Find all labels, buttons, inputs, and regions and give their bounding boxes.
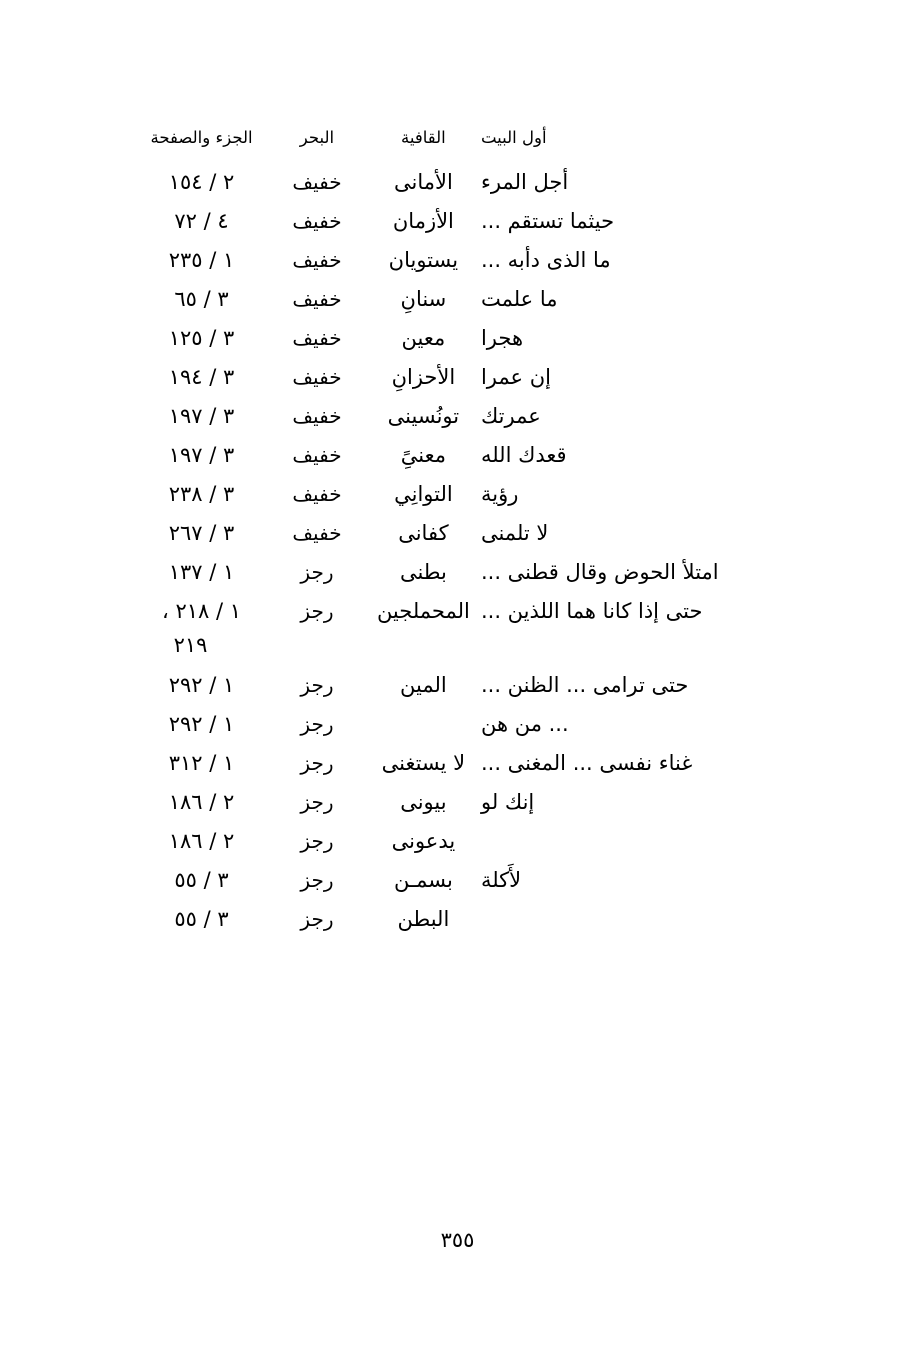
cell-juz-safha: ٤ / ٧٢ [174,209,229,233]
cell-qafiya: الأمانى [393,170,453,194]
poetry-index-table [135,128,765,939]
cell-juz-safha: ٢ / ١٨٦ [168,829,235,853]
column-header-awwal-bayt: أول البيت [480,128,547,147]
column-header-bahr: البحر [299,128,335,147]
cell-juz-safha: ٣ / ١٢٥ [168,326,235,350]
cell-awwal-bayt: ما علمت [480,287,558,311]
cell-bahr: خفيف [292,209,342,233]
table-row [135,358,765,397]
cell-awwal-bayt: حيثما تستقم ... [480,209,615,233]
column-header-qafiya: القافية [401,128,446,147]
cell-bahr: خفيف [292,404,342,428]
cell-awwal-bayt: لأَكلة [480,868,522,892]
table-row [135,436,765,475]
table-row [135,280,765,319]
table-row [135,397,765,436]
table-row [135,475,765,514]
cell-juz-safha-continued: ٢١٩ [173,633,208,657]
cell-awwal-bayt: ما الذى دأبه ... [480,248,611,272]
cell-bahr: رجز [300,829,334,853]
cell-juz-safha: ٣ / ١٩٧ [168,443,235,467]
cell-bahr: رجز [300,712,334,736]
cell-qafiya [366,705,481,744]
cell-juz-safha: ٣ / ٥٥ [174,868,229,892]
table-header [135,128,765,163]
cell-bahr: خفيف [292,170,342,194]
cell-awwal-bayt: قعدك الله [480,443,567,467]
cell-juz-safha: ١ / ٢٩٢ [168,712,235,736]
cell-awwal-bayt: ... من هن [480,712,569,736]
cell-qafiya: التوانِي [394,482,453,506]
table-row-continuation [135,631,765,666]
table-row [135,202,765,241]
column-header-juz-safha: الجزء والصفحة [150,128,253,147]
cell-bahr: رجز [300,751,334,775]
table-header-row [135,128,765,163]
cell-bahr: رجز [300,599,334,623]
cell-awwal-bayt: رؤية [480,482,519,506]
cell-empty [366,631,481,666]
table-row [135,666,765,705]
cell-awwal-bayt [481,900,765,939]
cell-bahr: خفيف [292,248,342,272]
cell-juz-safha: ١ / ٢١٨ ، [162,599,242,623]
cell-qafiya: تونُسينى [387,404,460,428]
cell-qafiya: معين [401,326,446,350]
page-number: ٣٥٥ [440,1228,475,1252]
cell-juz-safha: ٣ / ٦٥ [174,287,229,311]
cell-juz-safha: ٣ / ٢٣٨ [168,482,235,506]
cell-juz-safha: ٢ / ١٨٦ [168,790,235,814]
cell-juz-safha: ١ / ٣١٢ [168,751,235,775]
cell-juz-safha: ٣ / ١٩٧ [168,404,235,428]
cell-qafiya: الأزمان [392,209,454,233]
cell-qafiya: سنانِ [400,287,447,311]
cell-juz-safha: ١ / ٢٣٥ [168,248,235,272]
cell-bahr: رجز [300,673,334,697]
cell-qafiya: المحملجين [376,599,470,623]
cell-bahr: خفيف [292,482,342,506]
cell-awwal-bayt: حتى إذا كانا هما اللذين ... [480,599,703,623]
cell-bahr: رجز [300,560,334,584]
table-row [135,744,765,783]
cell-juz-safha: ٢ / ١٥٤ [168,170,235,194]
table-row [135,163,765,202]
cell-qafiya: البطن [397,907,450,931]
cell-awwal-bayt: هجرا [480,326,524,350]
cell-bahr: خفيف [292,287,342,311]
cell-qafiya: بطنى [399,560,447,584]
cell-qafiya: معنىًِ [400,443,447,467]
cell-awwal-bayt: إن عمرا [480,365,551,389]
cell-bahr: رجز [300,868,334,892]
table-row [135,592,765,631]
cell-qafiya: المين [400,673,447,697]
cell-awwal-bayt: امتلأ الحوض وقال قطنى ... [480,560,719,584]
cell-awwal-bayt: عمرتك [480,404,541,428]
cell-bahr: رجز [300,790,334,814]
cell-qafiya: يستويان [388,248,459,272]
cell-qafiya: بيونى [400,790,447,814]
cell-empty [481,631,765,666]
cell-empty [268,631,366,666]
table-row [135,241,765,280]
cell-qafiya: يدعونى [391,829,456,853]
cell-juz-safha: ٣ / ١٩٤ [168,365,235,389]
cell-juz-safha: ٣ / ٢٦٧ [168,521,235,545]
cell-qafiya: الأحزانِ [391,365,456,389]
table-row [135,553,765,592]
table-row [135,319,765,358]
cell-bahr: خفيف [292,443,342,467]
table-row [135,514,765,553]
table-row [135,822,765,861]
cell-awwal-bayt: أجل المرء [480,170,569,194]
cell-juz-safha: ٣ / ٥٥ [174,907,229,931]
table-body [135,163,765,939]
cell-awwal-bayt: غناء نفسى ... المغنى ... [480,751,693,775]
cell-awwal-bayt: حتى ترامى ... الظنن ... [480,673,689,697]
cell-bahr: خفيف [292,521,342,545]
table-row [135,783,765,822]
cell-awwal-bayt: إنك لو [480,790,535,814]
cell-awwal-bayt [481,822,765,861]
cell-juz-safha: ١ / ٢٩٢ [168,673,235,697]
cell-awwal-bayt: لا تلمنى [480,521,549,545]
cell-qafiya: لا يستغنى [381,751,466,775]
cell-juz-safha: ١ / ١٣٧ [168,560,235,584]
table-row [135,705,765,744]
cell-bahr: رجز [300,907,334,931]
cell-qafiya: بسمـن [393,868,453,892]
table-row [135,900,765,939]
cell-bahr: خفيف [292,326,342,350]
cell-qafiya: كفانى [398,521,449,545]
table-row [135,861,765,900]
cell-bahr: خفيف [292,365,342,389]
